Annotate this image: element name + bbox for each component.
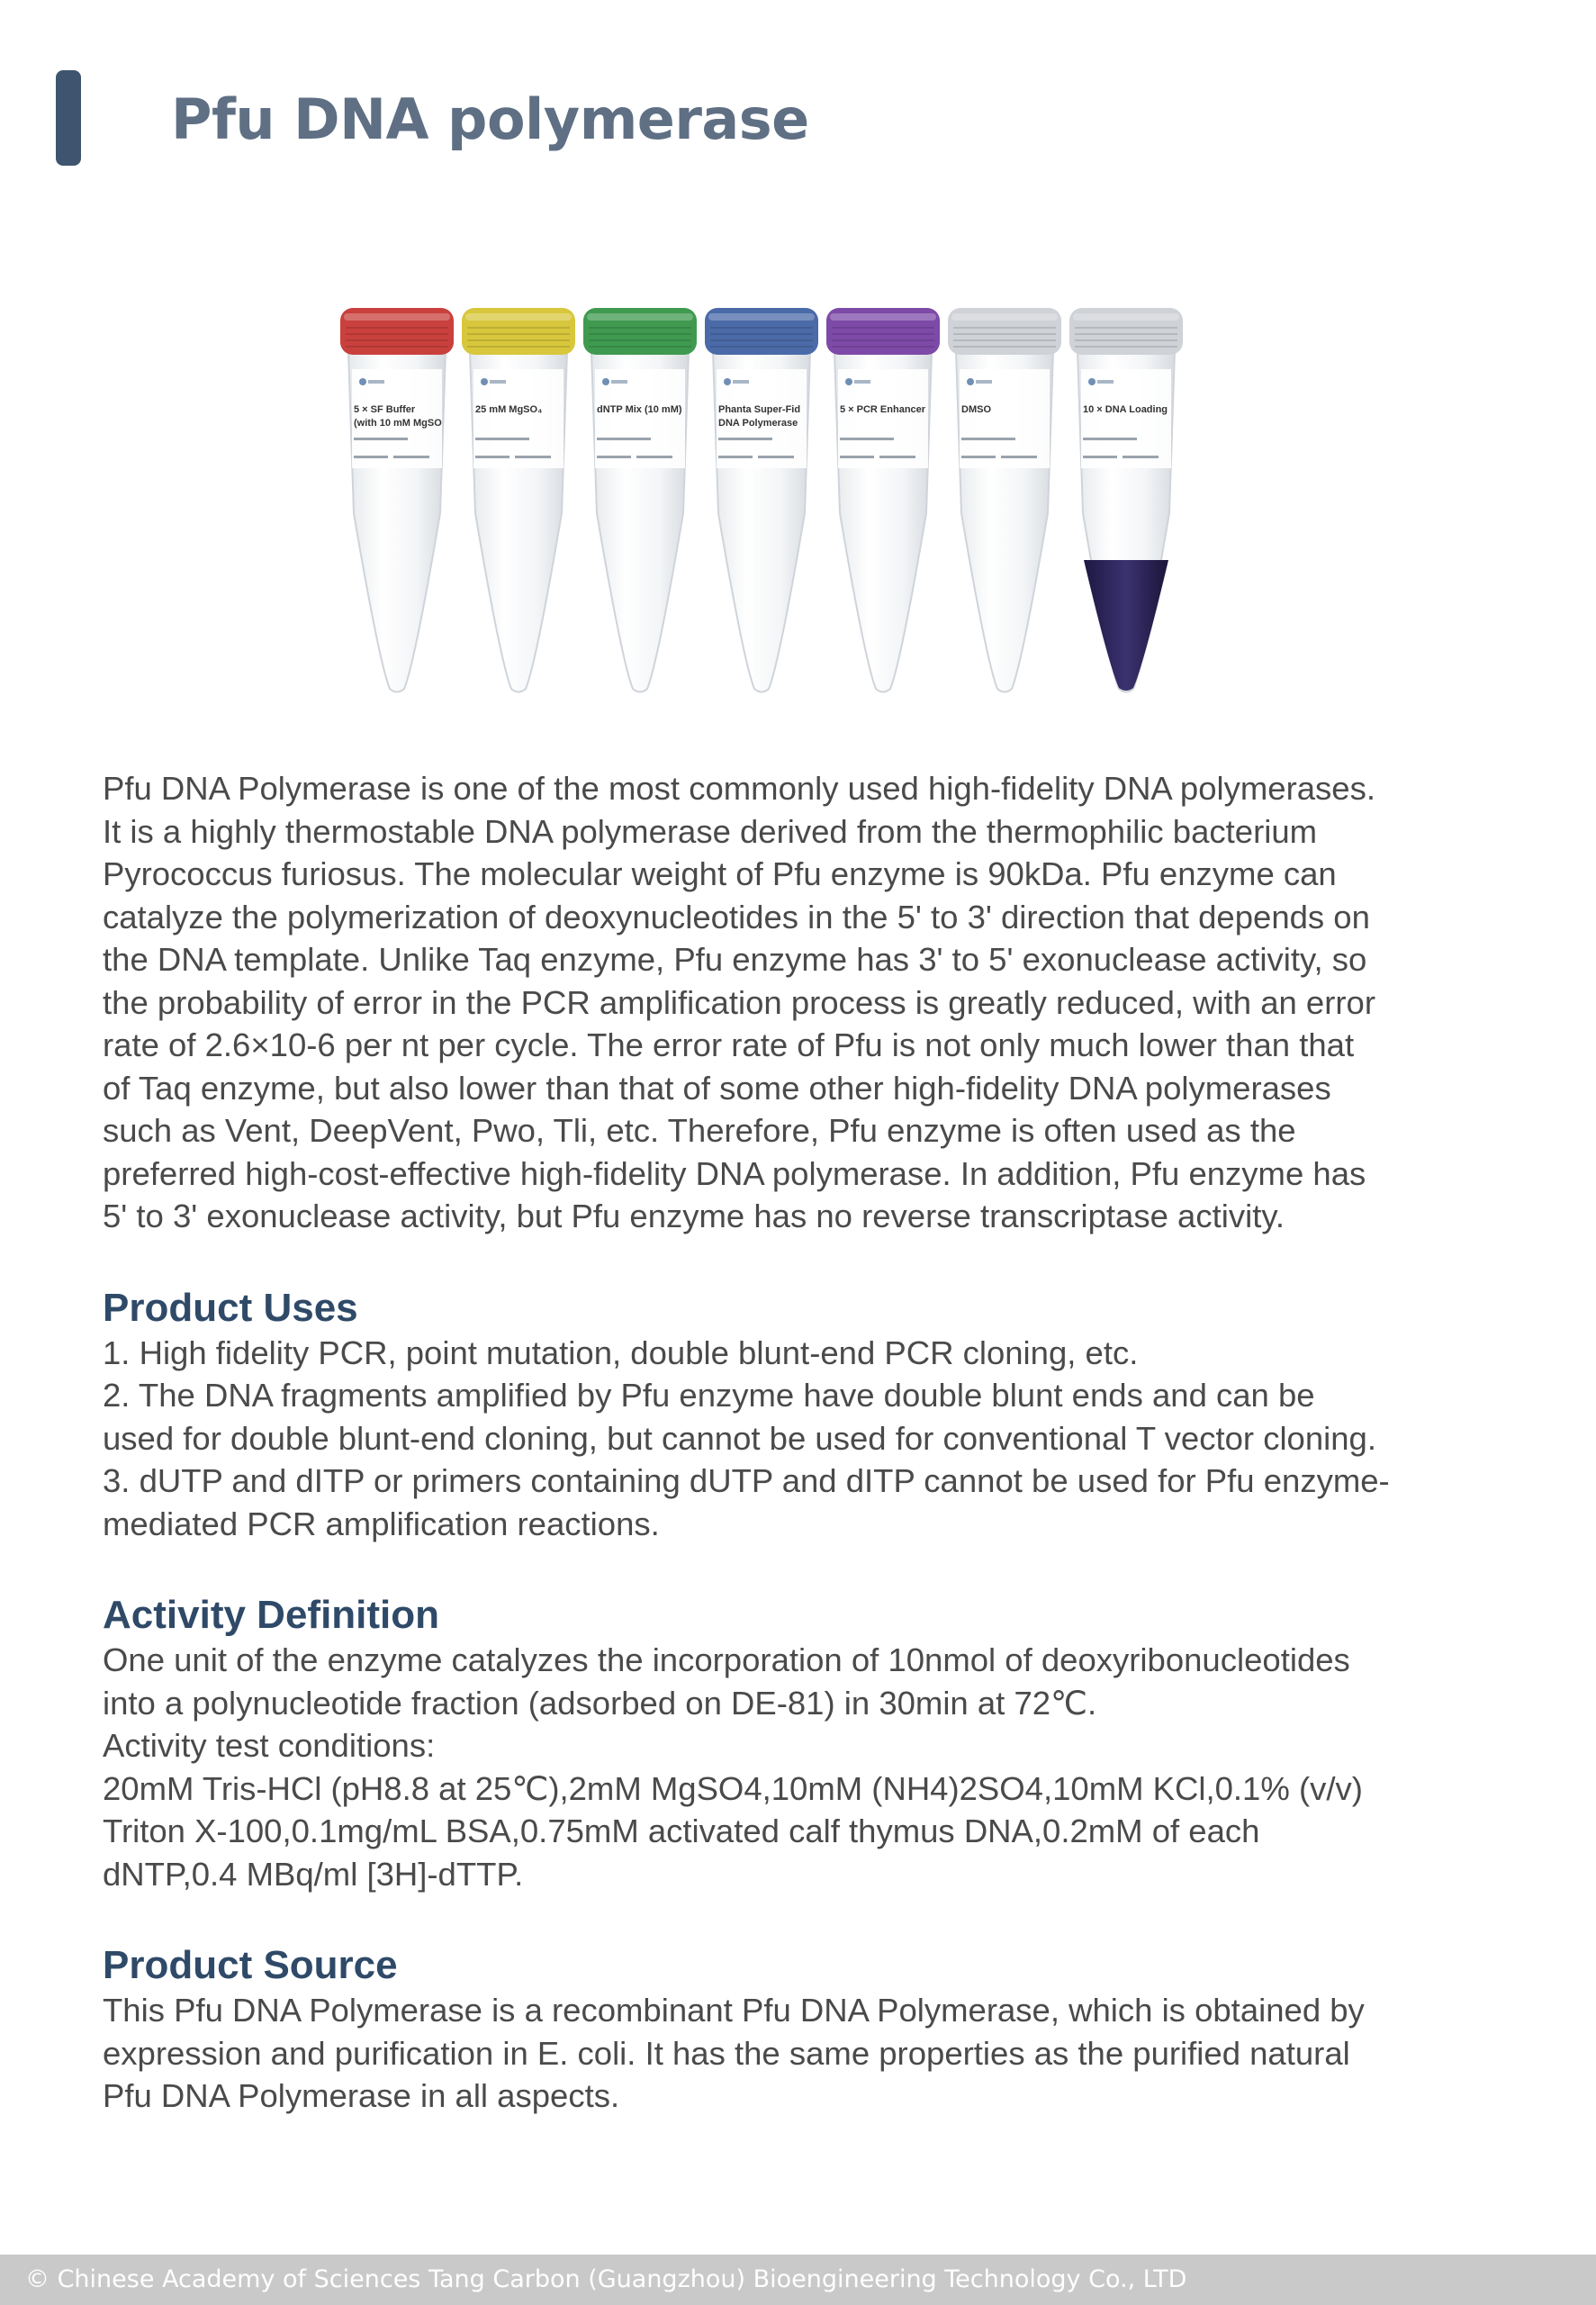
source-line: This Pfu DNA Polymerase is a recombinant Pfu DNA Polymerase, which is obtained by: [103, 1992, 1365, 2029]
tube-label-line2: (with 10 mM MgSO: [354, 418, 442, 429]
activity-definition-text: [103, 1639, 1516, 1895]
intro-line: such as Vent, DeepVent, Pwo, Tli, etc. Therefore, Pfu enzyme is often used as the: [103, 1112, 1296, 1149]
intro-line: the probability of error in the PCR amplification process is greatly reduced, with an error: [103, 983, 1376, 1021]
activity-line: Triton X-100,0.1mg/mL BSA,0.75mM activated calf thymus DNA,0.2mM of each: [103, 1812, 1260, 1849]
uses-line: 2. The DNA fragments amplified by Pfu enzyme have double blunt ends and can be: [103, 1377, 1315, 1414]
tube-label-line1: 10 × DNA Loading: [1083, 404, 1168, 415]
intro-line: 5' to 3' exonuclease activity, but Pfu enzyme has no reverse transcriptase activity.: [103, 1198, 1285, 1234]
activity-line: 20mM Tris-HCl (pH8.8 at 25℃),2mM MgSO4,10mM (NH4)2SO4,10mM KCl,0.1% (v/v): [103, 1769, 1363, 1807]
product-source-heading: Product Source: [103, 1943, 398, 1987]
intro-paragraph: [103, 767, 1516, 1238]
tube: [948, 308, 1061, 692]
footer-bar: [0, 2255, 1596, 2305]
tube: [705, 308, 818, 692]
product-tubes-image: [333, 306, 1188, 702]
tube: [462, 308, 575, 692]
activity-definition-section: [103, 1592, 1516, 1895]
tube-label-line1: dNTP Mix (10 mM): [597, 404, 682, 415]
title-accent-bar: [56, 70, 81, 166]
activity-line: One unit of the enzyme catalyzes the incorporation of 10nmol of deoxyribonucleotides: [103, 1641, 1350, 1678]
tube-label-line1: 5 × SF Buffer: [354, 404, 416, 415]
source-line: Pfu DNA Polymerase in all aspects.: [103, 2077, 620, 2114]
intro-line: Pyrococcus furiosus. The molecular weight of Pfu enzyme is 90kDa. Pfu enzyme can: [103, 855, 1337, 892]
uses-line: 3. dUTP and dITP or primers containing dUTP and dITP cannot be used for Pfu enzyme-: [103, 1462, 1390, 1499]
tube: [826, 308, 940, 692]
activity-line: into a polynucleotide fraction (adsorbed on DE-81) in 30min at 72℃.: [103, 1684, 1097, 1722]
uses-line: 1. High fidelity PCR, point mutation, double blunt-end PCR cloning, etc.: [103, 1333, 1139, 1371]
uses-line: mediated PCR amplification reactions.: [103, 1505, 660, 1542]
source-line: expression and purification in E. coli. It has the same properties as the purified natural: [103, 2034, 1350, 2072]
tube: [1069, 308, 1183, 692]
product-uses-text: [103, 1332, 1516, 1546]
tube-label-line1: Phanta Super-Fid: [718, 404, 801, 415]
tube-label-line1: DMSO: [961, 404, 991, 415]
product-uses-section: [103, 1285, 1516, 1546]
intro-line: catalyze the polymerization of deoxynucleotides in the 5' to 3' direction that depends on: [103, 898, 1370, 936]
page-title: Pfu DNA polymerase: [171, 86, 809, 152]
intro-line: of Taq enzyme, but also lower than that of some other high-fidelity DNA polymerases: [103, 1069, 1331, 1107]
copyright-text: © Chinese Academy of Sciences Tang Carbon (Guangzhou) Bioengineering Technology Co., LTD: [25, 2265, 1187, 2293]
tube-label-line1: 25 mM MgSO₄: [475, 404, 543, 415]
product-uses-heading: Product Uses: [103, 1285, 358, 1330]
activity-line: Activity test conditions:: [103, 1727, 436, 1764]
tube-label-line2: DNA Polymerase: [718, 418, 798, 429]
main-content: [103, 767, 1516, 2118]
intro-line: preferred high-cost-effective high-fidelity DNA polymerase. In addition, Pfu enzyme has: [103, 1154, 1366, 1192]
intro-line: Pfu DNA Polymerase is one of the most commonly used high-fidelity DNA polymerases.: [103, 770, 1375, 807]
intro-line: It is a highly thermostable DNA polymerase derived from the thermophilic bacterium: [103, 812, 1318, 850]
tube-label-line1: 5 × PCR Enhancer: [840, 404, 926, 415]
tube: [583, 308, 697, 692]
tube: [340, 308, 454, 692]
uses-line: used for double blunt-end cloning, but cannot be used for conventional T vector cloning.: [103, 1419, 1376, 1457]
product-source-text: [103, 1989, 1516, 2118]
activity-definition-heading: Activity Definition: [103, 1593, 440, 1637]
activity-line: dNTP,0.4 MBq/ml [3H]-dTTP.: [103, 1855, 524, 1893]
intro-line: the DNA template. Unlike Taq enzyme, Pfu enzyme has 3' to 5' exonuclease activity, so: [103, 941, 1367, 978]
product-source-section: [103, 1942, 1516, 2118]
intro-line: rate of 2.6×10-6 per nt per cycle. The error rate of Pfu is not only much lower than that: [103, 1026, 1355, 1063]
